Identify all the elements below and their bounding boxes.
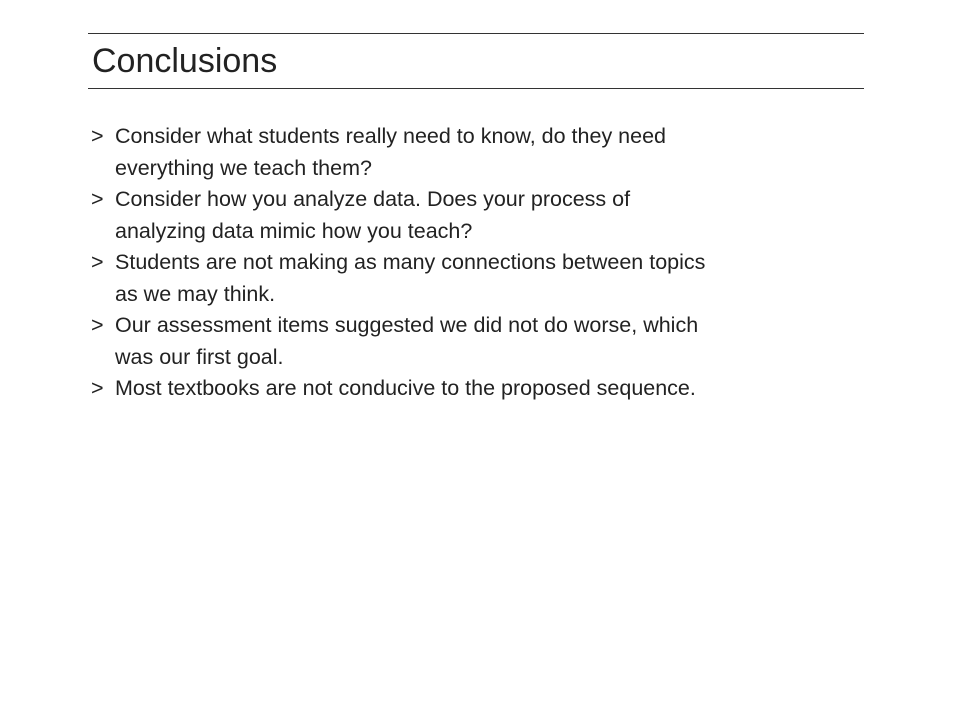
bullet-line: analyzing data mimic how you teach?	[115, 218, 473, 243]
title-top-rule	[88, 33, 864, 34]
bullet-marker: >	[91, 250, 104, 274]
bullet-item	[91, 373, 871, 405]
bullet-line: Consider what students really need to know, do they need	[115, 124, 666, 148]
bullet-list	[91, 121, 871, 405]
bullet-item	[91, 184, 871, 247]
bullet-line: Students are not making as many connections between topics	[115, 250, 706, 274]
bullet-line: Most textbooks are not conducive to the proposed sequence.	[115, 376, 696, 400]
bullet-line: was our first goal.	[115, 344, 284, 369]
bullet-marker: >	[91, 124, 104, 148]
bullet-item	[91, 247, 871, 310]
bullet-marker: >	[91, 313, 104, 337]
bullet-line: Our assessment items suggested we did not do worse, which	[115, 313, 699, 337]
bullet-item	[91, 310, 871, 373]
bullet-line: as we may think.	[115, 281, 276, 306]
slide-title: Conclusions	[92, 42, 278, 80]
bullet-marker: >	[91, 187, 104, 211]
title-bottom-rule	[88, 88, 864, 89]
bullet-line: everything we teach them?	[115, 155, 372, 180]
bullet-item	[91, 121, 871, 184]
bullet-marker: >	[91, 376, 104, 400]
bullet-line: Consider how you analyze data. Does your process of	[115, 187, 631, 211]
